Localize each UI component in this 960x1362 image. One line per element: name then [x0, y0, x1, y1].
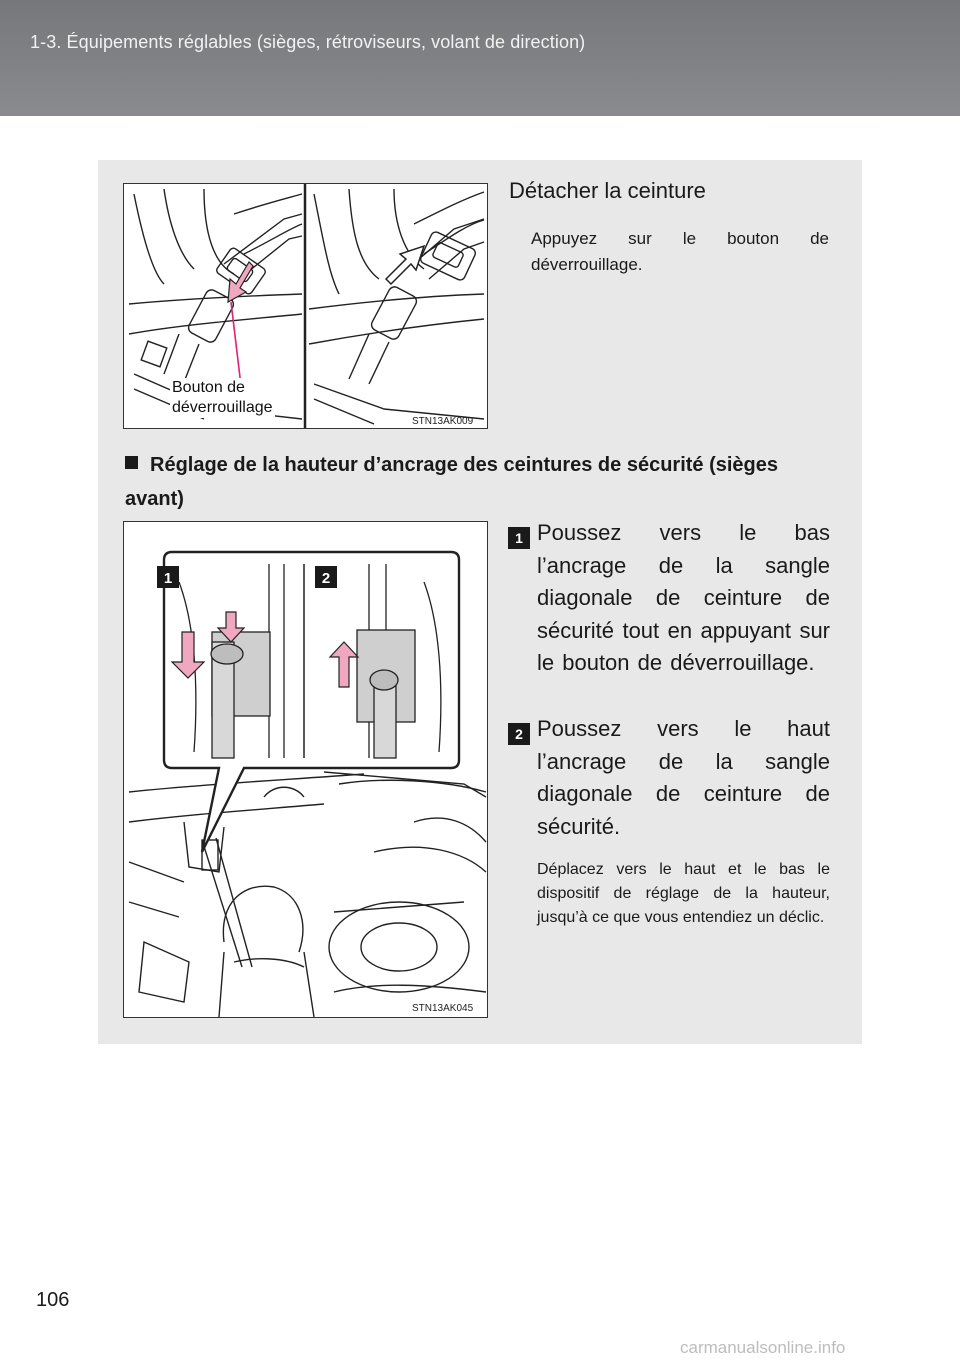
- section-heading-anchor-height: [125, 448, 830, 516]
- step-text: Poussez vers le haut l’ancrage de la sangle diagonale de ceinture de sécurité.: [537, 716, 830, 839]
- step-number-badge: 1: [508, 527, 530, 549]
- figure-code: STN13AK009: [412, 416, 474, 427]
- figure-code: STN13AK045: [412, 1003, 474, 1014]
- step-number-badge: 2: [508, 723, 530, 745]
- callout-line-2: déverrouillage: [172, 399, 273, 416]
- figure-label-2: 2: [321, 570, 331, 587]
- release-button-callout: [170, 378, 275, 418]
- chapter-header-band: [0, 0, 960, 116]
- adjuster-note: Déplacez vers le haut et le bas le dispositif de réglage de la hauteur, jusqu’à ce que vous entendiez un déclic.: [537, 861, 830, 926]
- callout-line-1: Bouton de: [172, 379, 245, 396]
- square-bullet-icon: [125, 456, 138, 469]
- chapter-title: 1-3. Équipements réglables (sièges, rétroviseurs, volant de direction): [30, 32, 586, 52]
- section-body-unbuckle: Appuyez sur le bouton de déverrouillage.: [531, 229, 829, 274]
- page-number: 106: [36, 1289, 70, 1311]
- figure-label-1: 1: [163, 570, 173, 587]
- step-text: Poussez vers le bas l’ancrage de la sangle diagonale de ceinture de sécurité tout en appuyant sur le bouton de déverrouillage.: [537, 520, 830, 675]
- section-heading-unbuckle: Détacher la ceinture: [509, 178, 706, 203]
- anchor-adjuster-drawing: [124, 522, 488, 1018]
- section-heading-text: Réglage de la hauteur d’ancrage des ceintures de sécurité (sièges avant): [125, 454, 779, 510]
- site-watermark: carmanualsonline.info: [680, 1338, 846, 1357]
- anchor-adjuster-illustration: [123, 521, 488, 1018]
